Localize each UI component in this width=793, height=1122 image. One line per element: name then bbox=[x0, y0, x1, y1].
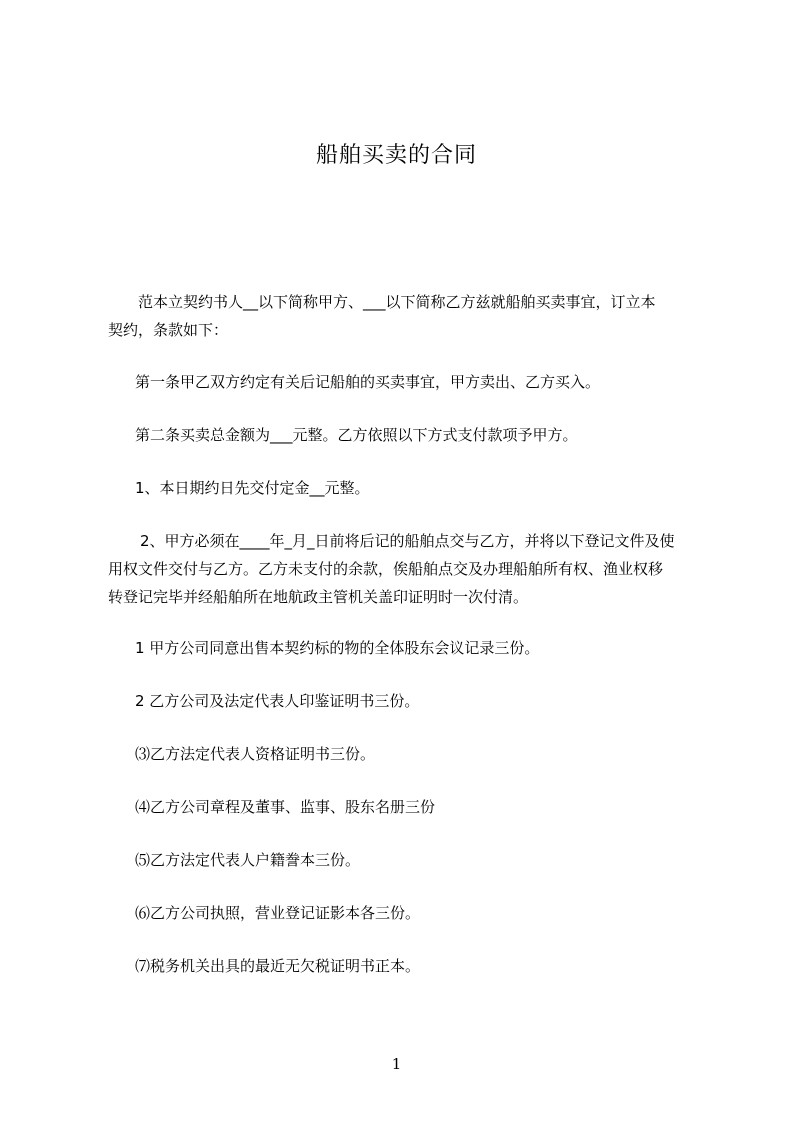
paragraph-line: ⑶乙方法定代表人资格证明书三份。 bbox=[135, 745, 376, 763]
paragraph-article-1 bbox=[135, 368, 600, 396]
paragraph-doc-1 bbox=[135, 634, 539, 662]
paragraph-line: 用权文件交付与乙方。乙方未支付的余款，俟船舶点交及办理船舶所有权、渔业权移 bbox=[108, 560, 664, 578]
paragraph-line: 第一条甲乙双方约定有关后记船舶的买卖事宜，甲方卖出、乙方买入。 bbox=[135, 373, 601, 391]
paragraph-doc-2 bbox=[135, 687, 419, 715]
paragraph-intro-continuation bbox=[108, 316, 228, 344]
paragraph-doc-7 bbox=[135, 952, 420, 980]
paragraph-line: 2、甲方必须在____年_月_日前将后记的船舶点交与乙方，并将以下登记文件及使 bbox=[140, 532, 675, 550]
paragraph-line: ⑸乙方法定代表人户籍誊本三份。 bbox=[135, 851, 361, 869]
paragraph-doc-5 bbox=[135, 846, 360, 874]
paragraph-line: 2 乙方公司及法定代表人印鉴证明书三份。 bbox=[135, 692, 420, 710]
paragraph-item-1 bbox=[135, 474, 370, 502]
paragraph-line: 范本立契约书人__以下简称甲方、___以下简称乙方兹就船舶买卖事宜，订立本 bbox=[138, 293, 656, 311]
paragraph-item-2 bbox=[140, 527, 675, 555]
paragraph-line: 契约，条款如下： bbox=[108, 321, 229, 339]
page-number: 1 bbox=[391, 1055, 402, 1073]
paragraph-line: ⑹乙方公司执照，营业登记证影本各三份。 bbox=[135, 904, 421, 922]
paragraph-line: 1 甲方公司同意出售本契约标的物的全体股东会议记录三份。 bbox=[135, 639, 540, 657]
paragraph-doc-3 bbox=[135, 740, 375, 768]
paragraph-intro bbox=[138, 288, 656, 316]
paragraph-line: ⑷乙方公司章程及董事、监事、股东名册三份 bbox=[135, 798, 436, 816]
paragraph-line: ⑺税务机关出具的最近无欠税证明书正本。 bbox=[135, 957, 421, 975]
paragraph-item-2-continuation bbox=[108, 555, 663, 611]
paragraph-line: 1、本日期约日先交付定金__元整。 bbox=[135, 479, 370, 497]
paragraph-line: 转登记完毕并经船舶所在地航政主管机关盖印证明时一次付清。 bbox=[108, 588, 529, 606]
document-title: 船舶买卖的合同 bbox=[315, 143, 477, 168]
paragraph-article-2 bbox=[135, 421, 578, 449]
paragraph-doc-4 bbox=[135, 793, 435, 821]
paragraph-line: 第二条买卖总金额为___元整。乙方依照以下方式支付款项予甲方。 bbox=[135, 426, 578, 444]
paragraph-doc-6 bbox=[135, 899, 420, 927]
